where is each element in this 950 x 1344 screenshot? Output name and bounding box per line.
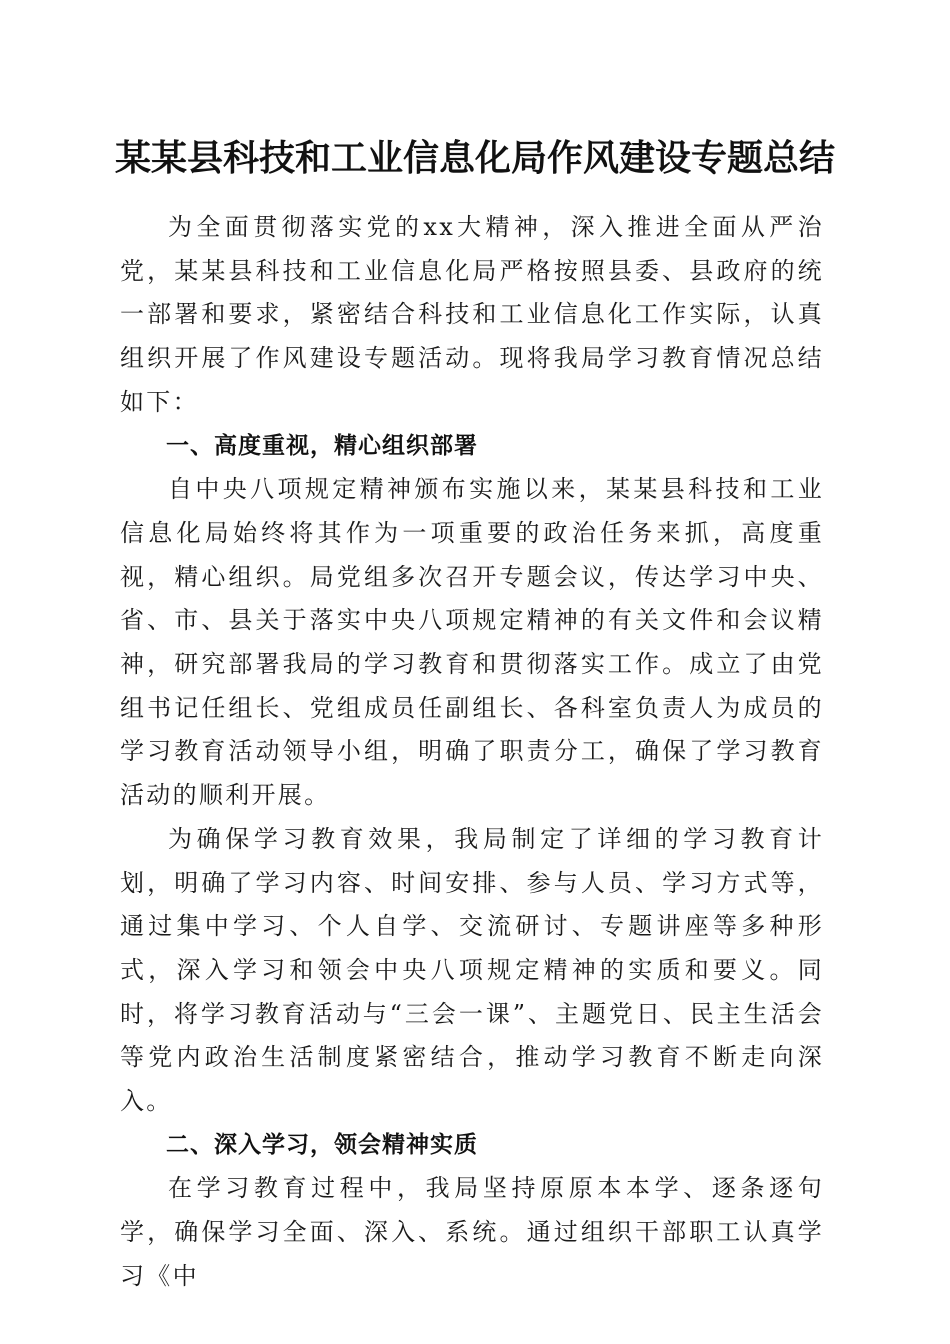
section-heading-2: 二、深入学习，领会精神实质 <box>166 1131 478 1158</box>
document-title: 某某县科技和工业信息化局作风建设专题总结 <box>114 137 835 179</box>
section-1-paragraph-2: 为确保学习教育效果，我局制定了详细的学习教育计划，明确了学习内容、时间安排、参与人员、学习方式等，通过集中学习、个人自学、交流研讨、专题讲座等多种形式，深入学习和领会中央八项规定精神的实质和要义。同时，将学习教育活动与“三会一课”、主题党日、民主生活会等党内政治生活制度紧密结合，推动学习教育不断走向深入。 <box>120 824 824 1116</box>
document-body <box>120 206 824 1299</box>
section-1-paragraph-1: 自中央八项规定精神颁布实施以来，某某县科技和工业信息化局始终将其作为一项重要的政治任务来抓，高度重视，精心组织。局党组多次召开专题会议，传达学习中央、省、市、县关于落实中央八项规定精神的有关文件和会议精神，研究部署我局的学习教育和贯彻落实工作。成立了由党组书记任组长、党组成员任副组长、各科室负责人为成员的学习教育活动领导小组，明确了职责分工，确保了学习教育活动的顺利开展。 <box>120 475 824 810</box>
section-heading-1: 一、高度重视，精心组织部署 <box>166 432 478 459</box>
section-2-paragraph-1: 在学习教育过程中，我局坚持原原本本学、逐条逐句学，确保学习全面、深入、系统。通过组织干部职工认真学习《中 <box>120 1174 824 1290</box>
intro-paragraph: 为全面贯彻落实党的xx大精神，深入推进全面从严治党，某某县科技和工业信息化局严格按照县委、县政府的统一部署和要求，紧密结合科技和工业信息化工作实际，认真组织开展了作风建设专题活动。现将我局学习教育情况总结如下： <box>120 213 824 416</box>
